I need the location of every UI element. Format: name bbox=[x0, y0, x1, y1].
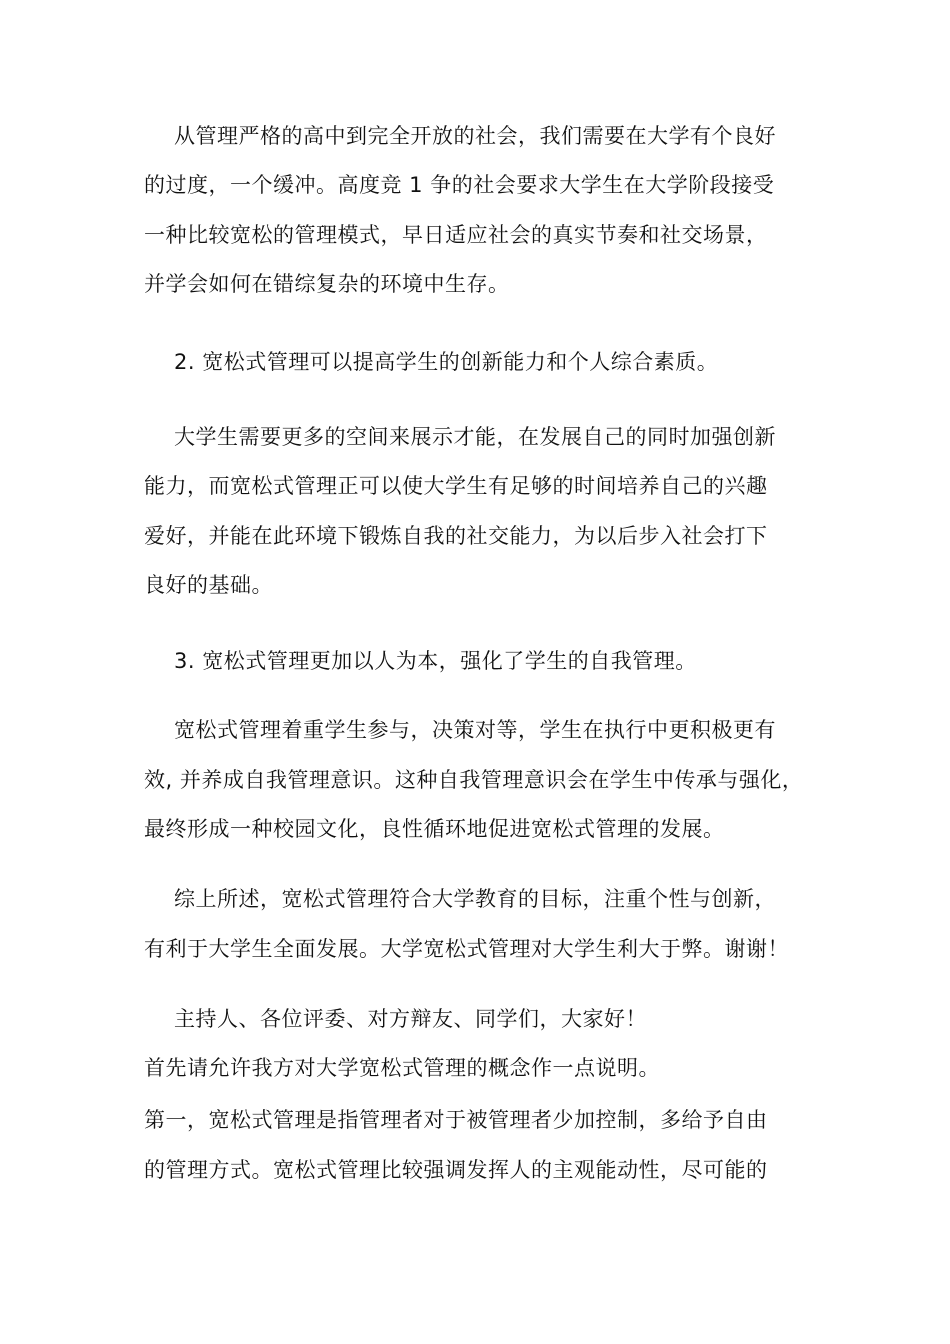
paragraph-line: 宽松式管理着重学生参与，决策对等，学生在执行中更积极更有 bbox=[174, 718, 776, 742]
paragraph-line: 效, 并养成自我管理意识。这种自我管理意识会在学生中传承与强化， bbox=[144, 768, 804, 792]
paragraph-line: 首先请允许我方对大学宽松式管理的概念作一点说明。 bbox=[144, 1056, 660, 1080]
paragraph-line: 爱好，并能在此环境下锻炼自我的社交能力，为以后步入社会打下 bbox=[144, 524, 768, 548]
paragraph-line: 有利于大学生全面发展。大学宽松式管理对大学生利大于弊。谢谢！ bbox=[144, 937, 789, 961]
numbered-heading-3: 3. 宽松式管理更加以人为本，强化了学生的自我管理。 bbox=[174, 649, 697, 673]
paragraph-line: 主持人、各位评委、对方辩友、同学们，大家好！ bbox=[174, 1007, 647, 1031]
numbered-heading-2: 2. 宽松式管理可以提高学生的创新能力和个人综合素质。 bbox=[174, 350, 719, 374]
paragraph-line: 的管理方式。宽松式管理比较强调发挥人的主观能动性，尽可能的 bbox=[144, 1158, 768, 1182]
paragraph-line: 一种比较宽松的管理模式，早日适应社会的真实节奏和社交场景， bbox=[144, 223, 768, 247]
paragraph-line: 并学会如何在错综复杂的环境中生存。 bbox=[144, 272, 510, 296]
paragraph-line: 能力，而宽松式管理正可以使大学生有足够的时间培养自己的兴趣 bbox=[144, 474, 768, 498]
paragraph-line: 综上所述，宽松式管理符合大学教育的目标，注重个性与创新， bbox=[174, 887, 776, 911]
paragraph-line: 从管理严格的高中到完全开放的社会，我们需要在大学有个良好 bbox=[174, 124, 776, 148]
paragraph-line: 良好的基础。 bbox=[144, 573, 273, 597]
paragraph-line: 第一，宽松式管理是指管理者对于被管理者少加控制，多给予自由 bbox=[144, 1108, 768, 1132]
paragraph-line: 的过度，一个缓冲。高度竞 1 争的社会要求大学生在大学阶段接受 bbox=[144, 173, 775, 197]
paragraph-line: 最终形成一种校园文化，良性循环地促进宽松式管理的发展。 bbox=[144, 817, 725, 841]
paragraph-line: 大学生需要更多的空间来展示才能，在发展自己的同时加强创新 bbox=[174, 425, 776, 449]
